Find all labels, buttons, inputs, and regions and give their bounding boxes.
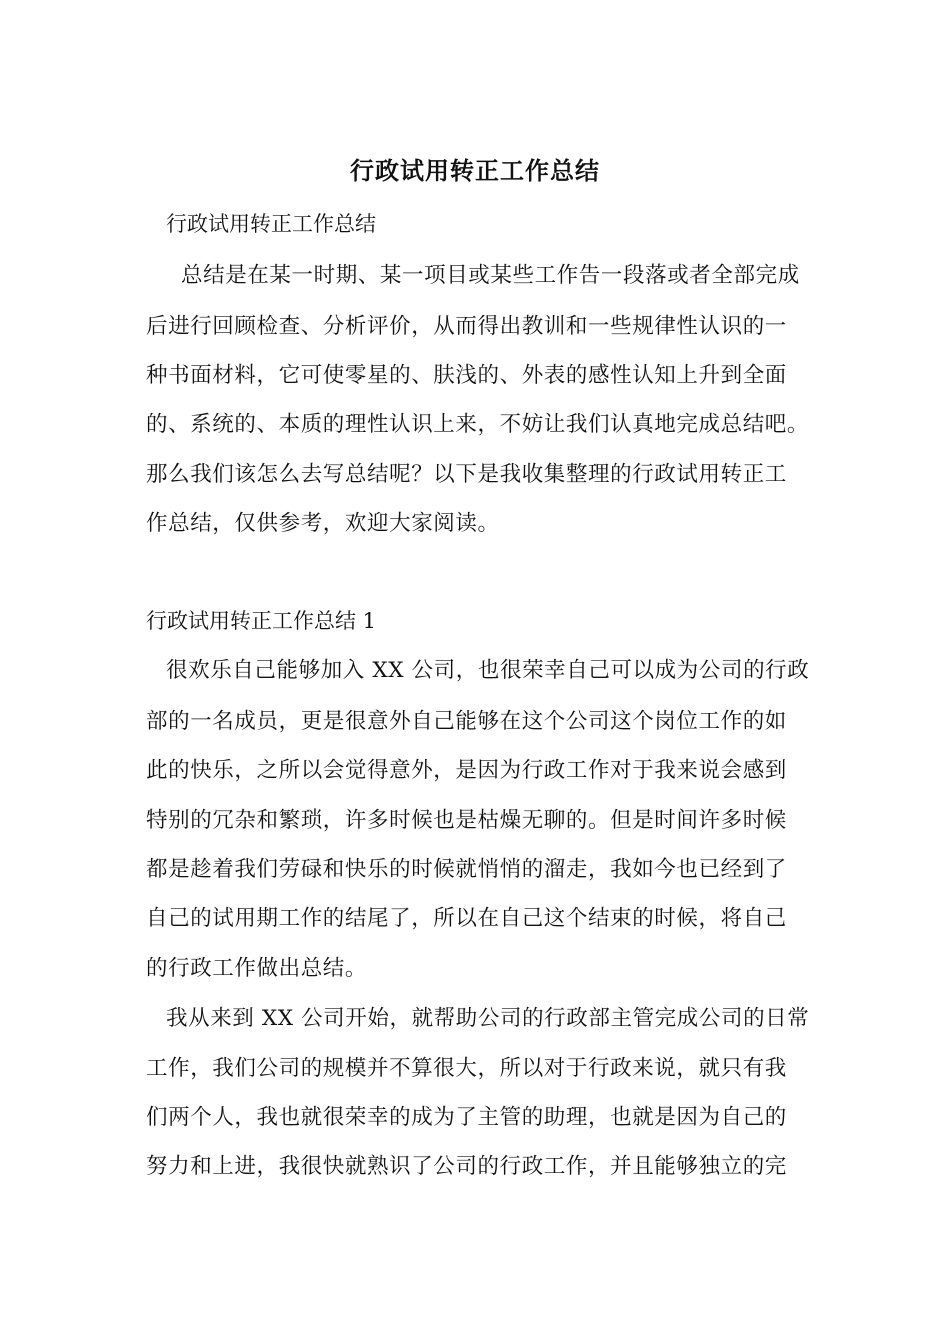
paragraph-line: 的行政工作做出总结。 [146, 956, 368, 981]
paragraph-line: 们两个人，我也就很荣幸的成为了主管的助理，也就是因为自己的 [146, 1105, 787, 1130]
section-heading: 行政试用转正工作总结 1 [146, 609, 377, 633]
intro-line: 后进行回顾检查、分析评价，从而得出教训和一些规律性认识的一 [146, 314, 787, 339]
paragraph-line: 很欢乐自己能够加入 XX 公司，也很荣幸自己可以成为公司的行政 [166, 658, 810, 683]
paragraph-line: 自己的试用期工作的结尾了，所以在自己这个结束的时候，将自己 [146, 906, 787, 931]
intro-line: 那么我们该怎么去写总结呢？以下是我收集整理的行政试用转正工 [146, 462, 787, 487]
intro-line: 的、系统的、本质的理性认识上来，不妨让我们认真地完成总结吧。 [146, 412, 810, 437]
paragraph-line: 特别的冗杂和繁琐，许多时候也是枯燥无聊的。但是时间许多时候 [146, 808, 787, 833]
paragraph-line: 此的快乐，之所以会觉得意外，是因为行政工作对于我来说会感到 [146, 758, 787, 783]
intro-line: 作总结，仅供参考，欢迎大家阅读。 [146, 511, 500, 536]
document-subtitle: 行政试用转正工作总结 [166, 212, 376, 236]
document-title: 行政试用转正工作总结 [350, 156, 600, 185]
intro-line: 总结是在某一时期、某一项目或某些工作告一段落或者全部完成 [181, 263, 800, 288]
paragraph-line: 部的一名成员，更是很意外自己能够在这个公司这个岗位工作的如 [146, 709, 787, 734]
paragraph-line: 努力和上进，我很快就熟识了公司的行政工作，并且能够独立的完 [146, 1154, 787, 1179]
paragraph-line: 我从来到 XX 公司开始，就帮助公司的行政部主管完成公司的日常 [166, 1006, 810, 1031]
paragraph-line: 工作，我们公司的规模并不算很大，所以对于行政来说，就只有我 [146, 1056, 787, 1081]
paragraph-line: 都是趁着我们劳碌和快乐的时候就悄悄的溜走，我如今也已经到了 [146, 857, 787, 882]
intro-line: 种书面材料，它可使零星的、肤浅的、外表的感性认知上升到全面 [146, 363, 787, 388]
